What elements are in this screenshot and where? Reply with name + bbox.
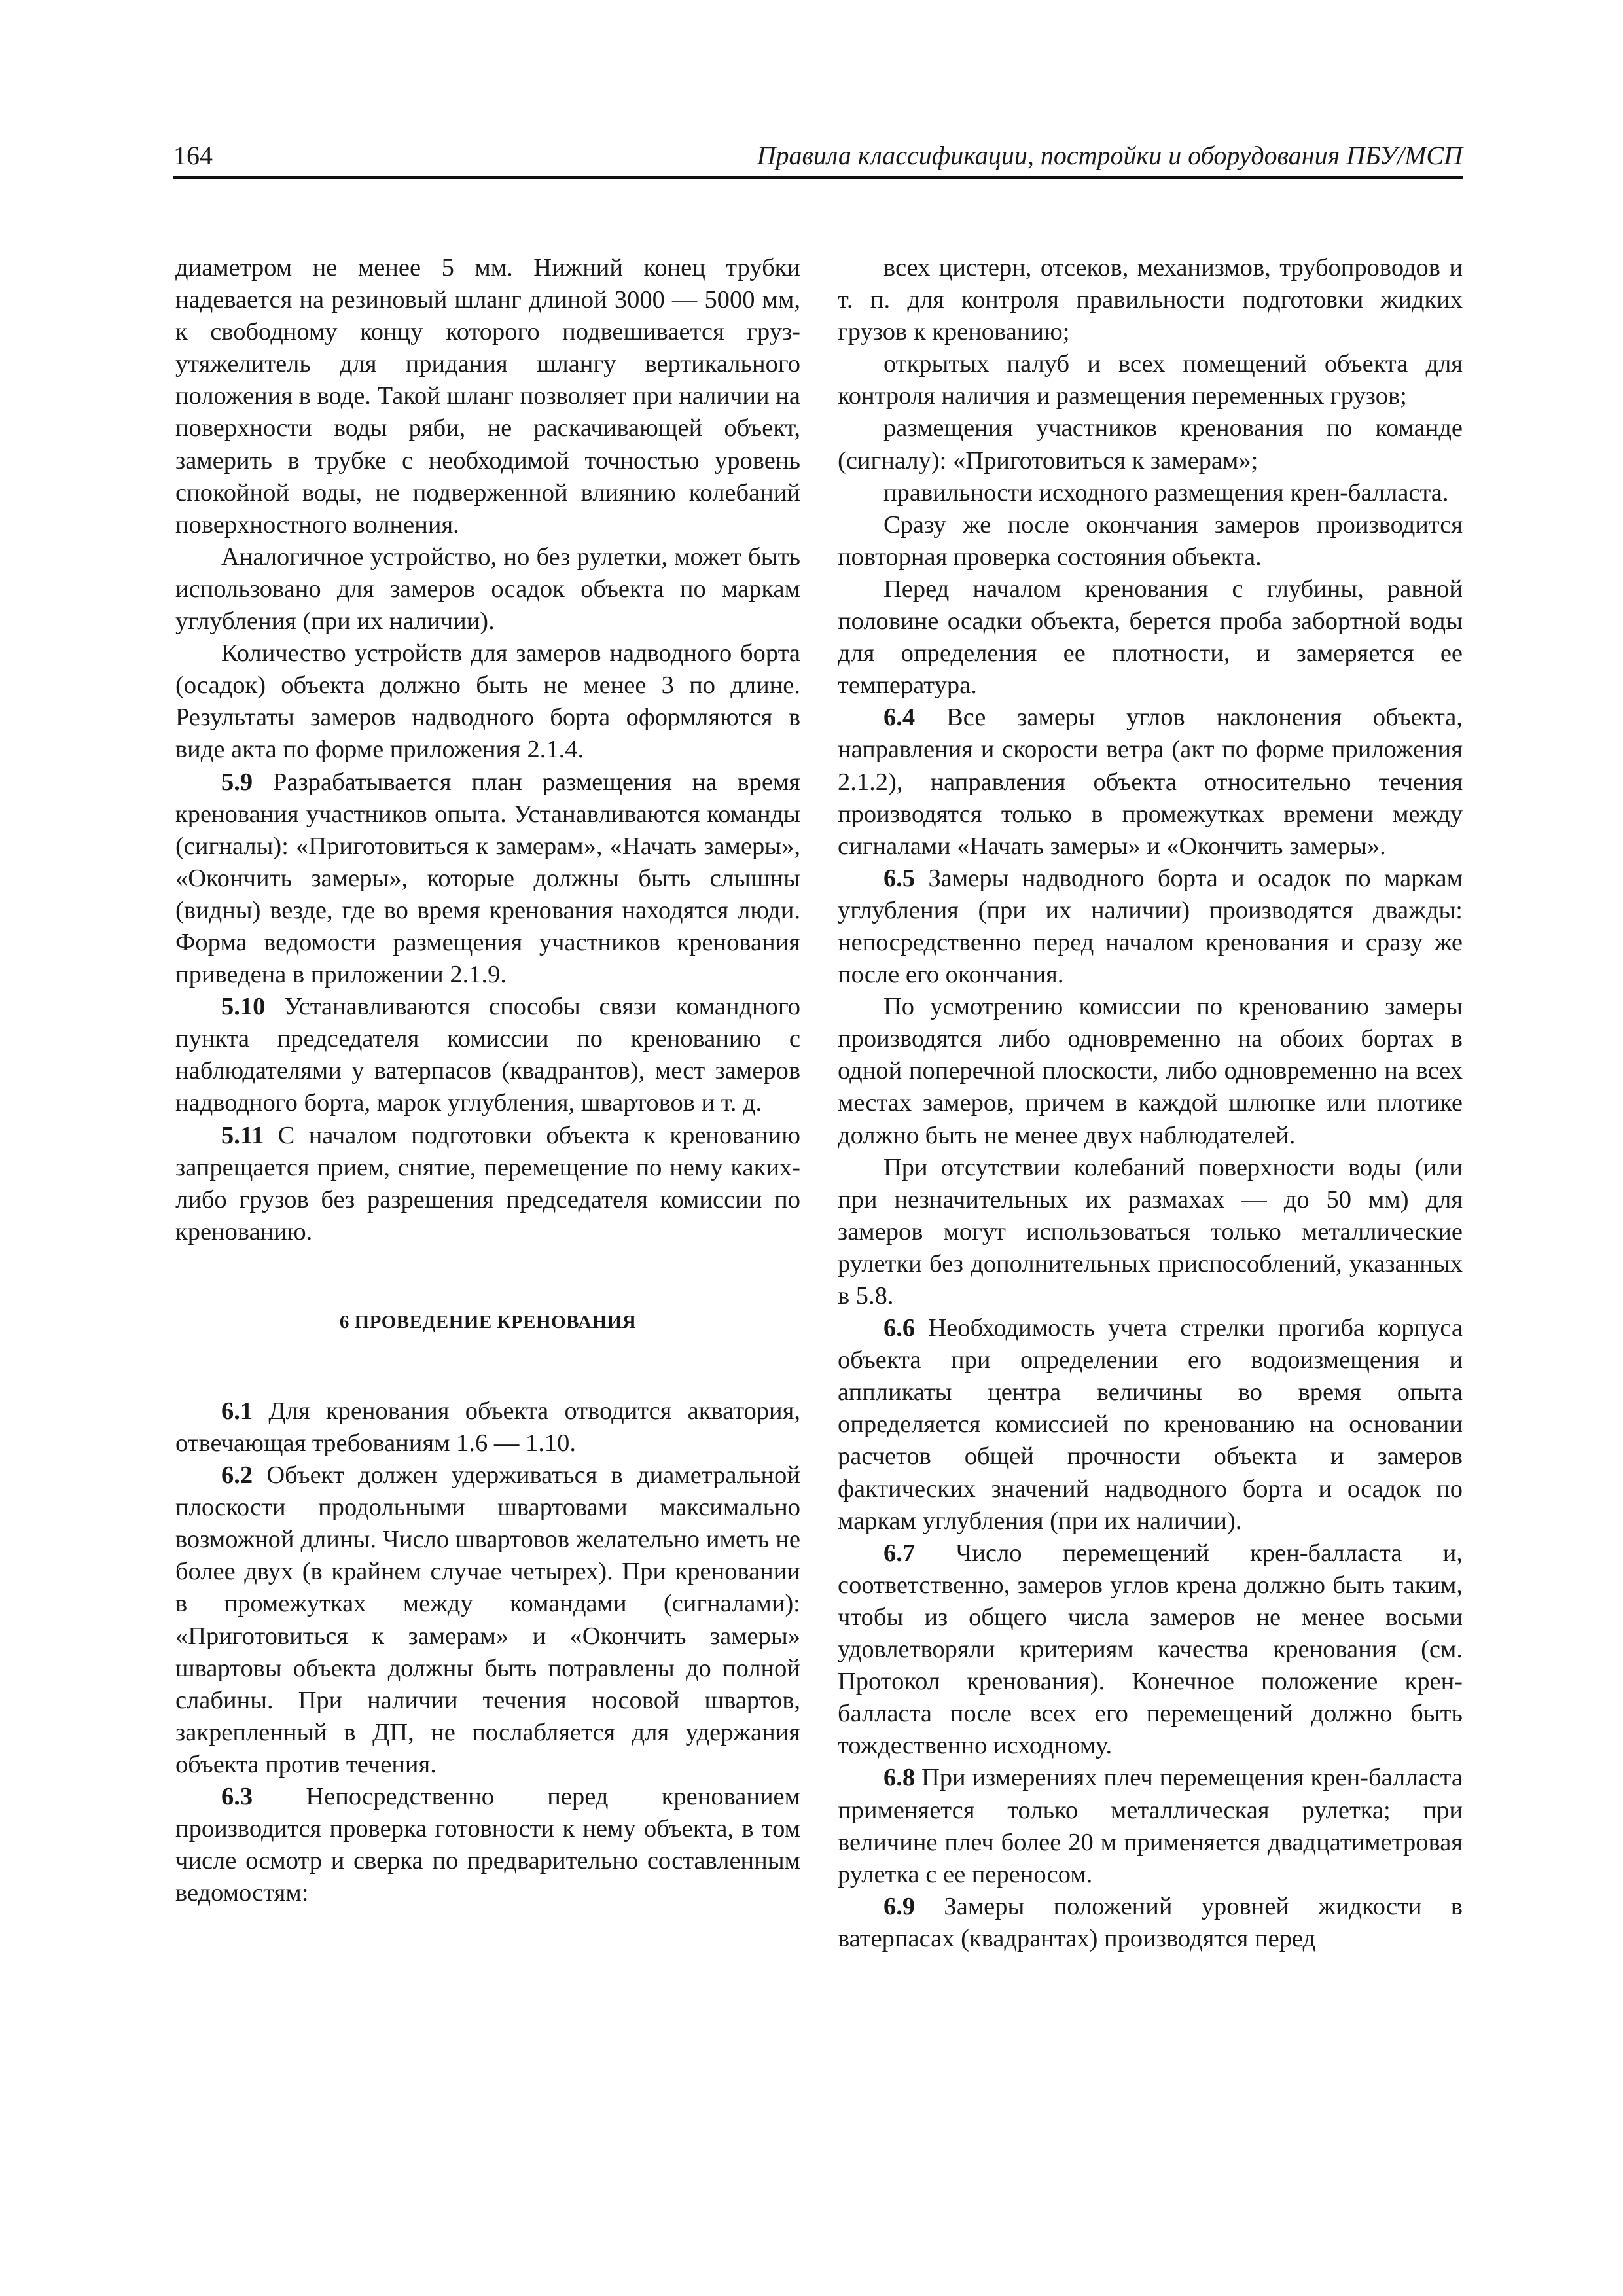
paragraph-5-10 (175, 991, 800, 1119)
paragraph-5-11 (175, 1120, 800, 1248)
clause-text: С началом подготовки объекта к кренованию запрещается прием, снятие, перемещение по нему каких-либо грузов без разрешения председателя комиссии по кренованию. (175, 1121, 800, 1246)
header-rule (173, 176, 1463, 179)
page-header (173, 139, 1463, 178)
right-column (838, 252, 1463, 1955)
paragraph-6-2 (175, 1460, 800, 1781)
clause-text: При измерениях плеч перемещения крен-балласта применяется только металлическая рулетка; при величине плеч более 20 м применяется двадцатиметровая рулетка с ее переносом. (838, 1764, 1463, 1888)
clause-number: 6.6 (883, 1314, 916, 1342)
clause-number: 5.11 (221, 1121, 264, 1149)
clause-number: 6.9 (883, 1892, 916, 1920)
clause-text: Необходимость учета стрелки прогиба корпуса объекта при определении его водоизмещения и аппликаты центра величины во время опыта определяется комиссией по кренованию на основании расчетов общей прочности объекта и замеров фактических значений надводного борта и осадок по маркам углубления (при их наличии). (838, 1314, 1463, 1535)
clause-number: 6.3 (221, 1783, 253, 1811)
clause-text: Число перемещений крен-балласта и, соответственно, замеров углов крена должно быть таким, чтобы из общего числа замеров не менее восьми удовлетворяли критериям качества кренования (см. Протокол кренования). Конечное положение крен-балласта после всех его перемещений должно быть тождественно исходному. (838, 1539, 1463, 1760)
paragraph-water-sample: Перед началом кренования с глубины, равной половине осадки объекта, берется проба забортной воды для определения ее плотности, и замеряется ее температура. (838, 575, 1463, 700)
clause-number: 6.5 (883, 864, 916, 892)
left-column (175, 252, 800, 1909)
section-heading: 6 ПРОВЕДЕНИЕ КРЕНОВАНИЯ (339, 1311, 637, 1333)
paragraph-5-9 (175, 766, 800, 992)
list-item-decks: открытых палуб и всех помещений объекта для контроля наличия и размещения переменных грузов; (838, 350, 1463, 410)
clause-text: Непосредственно перед кренованием производится проверка готовности к нему объекта, в том числе осмотр и сверка по предварительно составленным ведомостям: (175, 1783, 800, 1907)
paragraph-6-1 (175, 1395, 800, 1460)
clause-number: 5.9 (221, 768, 253, 796)
clause-text: Разрабатывается план размещения на время кренования участников опыта. Устанавливаются команды (сигналы): «Приготовиться к замерам», «Начать замеры», «Окончить замеры», которые должны быть слышны (видны) везде, где во время кренования находятся люди. Форма ведомости размещения участников кренования приведена в приложении 2.1.9. (175, 768, 800, 989)
page-number: 164 (173, 141, 213, 170)
clause-text: Замеры надводного борта и осадок по маркам углубления (при их наличии) производятся дважды: непосредственно перед началом кренования и сразу же после его окончания. (838, 864, 1463, 989)
paragraph-continuation: диаметром не менее 5 мм. Нижний конец трубки надевается на резиновый шланг длиной 3000 — 5000 мм, к свободному концу которого подвешивается груз-утяжелитель для придания шлангу вертикального положения в воде. Такой шланг позволяет при наличии на поверхности воды ряби, не раскачивающей объект, замерить в трубке с необходимой точностью уровень спокойной воды, не подверженной влиянию колебаний поверхностного волнения. (175, 254, 800, 539)
paragraph-device-quantity: Количество устройств для замеров надводного борта (осадок) объекта должно быть не менее 3 по длине. Результаты замеров надводного борта оформляются в виде акта по форме приложения 2.1.4. (175, 639, 800, 764)
running-title: Правила классификации, постройки и оборудования ПБУ/МСП (757, 141, 1463, 170)
list-item-ballast: правильности исходного размещения крен-балласта. (883, 478, 1449, 507)
list-item-tanks: всех цистерн, отсеков, механизмов, трубопроводов и т. п. для контроля правильности подготовки жидких грузов к кренованию; (838, 254, 1463, 346)
paragraph-6-4 (838, 702, 1463, 862)
paragraph-6-7 (838, 1537, 1463, 1763)
paragraph-similar-device: Аналогичное устройство, но без рулетки, может быть использовано для замеров осадок объекта по маркам углубления (при их наличии). (175, 543, 800, 636)
clause-number: 6.7 (883, 1539, 916, 1567)
paragraph-6-6 (838, 1312, 1463, 1537)
clause-number: 6.1 (221, 1397, 253, 1425)
paragraph-6-5 (838, 863, 1463, 991)
list-item-placement: размещения участников кренования по команде (сигналу): «Приготовиться к замерам»; (838, 414, 1463, 475)
paragraph-commission: По усмотрению комиссии по кренованию замеры производятся либо одновременно на обоих бортах в одной поперечной плоскости, либо одновременно на всех местах замеров, причем в каждой шлюпке или плотике должно быть не менее двух наблюдателей. (838, 993, 1463, 1149)
paragraph-repeat-check: Сразу же после окончания замеров производится повторная проверка состояния объекта. (838, 511, 1463, 571)
clause-text: Объект должен удерживаться в диаметральной плоскости продольными швартовами максимально возможной длины. Число швартовов желательно иметь не более двух (в крайнем случае четырех). При креновании в промежутках между командами (сигналами): «Приготовиться к замерам» и «Окончить замеры» швартовы объекта должны быть потравлены до полной слабины. При наличии течения носовой швартов, закрепленный в ДП, не послабляется для удержания объекта против течения. (175, 1462, 800, 1778)
clause-text: Для кренования объекта отводится акватория, отвечающая требованиям 1.6 — 1.10. (175, 1397, 800, 1457)
paragraph-6-8 (838, 1762, 1463, 1890)
clause-number: 6.2 (221, 1462, 253, 1490)
paragraph-6-3 (175, 1781, 800, 1909)
clause-text: Устанавливаются способы связи командного пункта председателя комиссии по кренованию с наблюдателями у ватерпасов (квадрантов), мест замеров надводного борта, марок углубления, швартовов и т. д. (175, 993, 800, 1117)
clause-text: Все замеры углов наклонения объекта, направления и скорости ветра (акт по форме приложения 2.1.2), направления объекта относительно течения производятся только в промежутках времени между сигналами «Начать замеры» и «Окончить замеры». (838, 704, 1463, 860)
paragraph-no-waves: При отсутствии колебаний поверхности воды (или при незначительных их размахах — до 50 мм) для замеров могут использоваться только металлические рулетки без дополнительных приспособлений, указанных в 5.8. (838, 1153, 1463, 1310)
paragraph-6-9 (838, 1891, 1463, 1955)
clause-text: Замеры положений уровней жидкости в ватерпасах (квадрантах) производятся перед (838, 1892, 1463, 1952)
clause-number: 6.8 (883, 1764, 916, 1792)
clause-number: 5.10 (221, 993, 266, 1021)
clause-number: 6.4 (883, 704, 916, 732)
